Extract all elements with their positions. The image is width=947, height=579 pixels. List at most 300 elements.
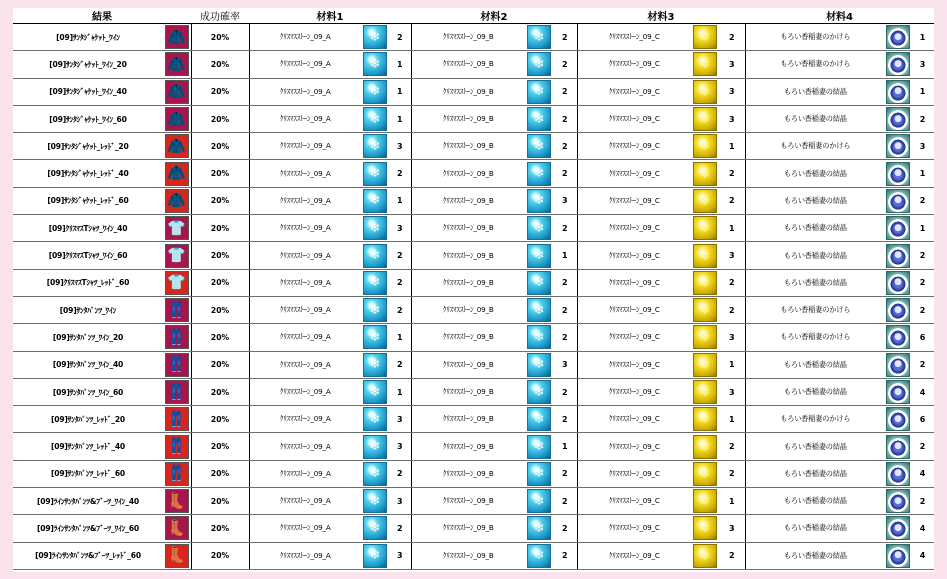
jacket-clothing-icon <box>165 25 189 49</box>
material-4-icon-cell <box>885 160 911 187</box>
material-3-icon-cell <box>691 488 719 515</box>
material-3-qty: 2 <box>719 542 745 569</box>
clothing-glyph: 🧥 <box>167 136 187 155</box>
material-4-name: もろい香稲妻の結晶 <box>745 160 885 187</box>
result-item-name: [09]ｻﾝﾀｼﾞｬｹｯﾄ_ﾜｲﾝ_40 <box>13 78 163 105</box>
snow-crystal-icon: ❄ <box>363 107 387 131</box>
material-3-name: ｸﾘｽﾏｽｽﾄｰﾝ_09_C <box>577 51 691 78</box>
material-2-name: ｸﾘｽﾏｽｽﾄｰﾝ_09_B <box>411 160 525 187</box>
material-1-qty: 1 <box>389 187 411 214</box>
success-rate: 20% <box>191 78 249 105</box>
material-1-icon-cell <box>361 105 389 132</box>
material-1-icon-cell <box>361 51 389 78</box>
table-row <box>13 78 934 105</box>
success-rate: 20% <box>191 133 249 160</box>
table-row <box>13 296 934 323</box>
material-2-icon-cell <box>525 515 553 542</box>
snow-crystal-icon: ❄ <box>527 162 551 186</box>
gold-crystal-icon: ❄ <box>693 435 717 459</box>
clothing-glyph: 👖 <box>167 355 187 374</box>
material-3-icon-cell <box>691 406 719 433</box>
material-4-name: もろい香稲妻のかけら <box>745 296 885 323</box>
snow-crystal-icon: ❄ <box>363 25 387 49</box>
material-1-name: ｸﾘｽﾏｽｽﾄｰﾝ_09_A <box>249 78 361 105</box>
material-3-icon-cell <box>691 51 719 78</box>
material-1-name: ｸﾘｽﾏｽｽﾄｰﾝ_09_A <box>249 51 361 78</box>
material-1-icon-cell <box>361 515 389 542</box>
material-2-icon-cell <box>525 324 553 351</box>
material-1-name: ｸﾘｽﾏｽｽﾄｰﾝ_09_A <box>249 269 361 296</box>
material-3-qty: 2 <box>719 269 745 296</box>
material-3-qty: 3 <box>719 78 745 105</box>
table-row <box>13 406 934 433</box>
clothing-glyph: 👖 <box>167 300 187 319</box>
material-4-name: もろい香稲妻のかけら <box>745 324 885 351</box>
material-1-qty: 2 <box>389 24 411 51</box>
material-1-name: ｸﾘｽﾏｽｽﾄｰﾝ_09_A <box>249 433 361 460</box>
material-3-name: ｸﾘｽﾏｽｽﾄｰﾝ_09_C <box>577 324 691 351</box>
material-3-qty: 2 <box>719 24 745 51</box>
table-row <box>13 242 934 269</box>
material-1-qty: 1 <box>389 78 411 105</box>
result-icon-cell <box>163 160 191 187</box>
blue-orb-icon: ● <box>886 25 910 49</box>
jacket-clothing-icon <box>165 134 189 158</box>
jacket-clothing-icon <box>165 189 189 213</box>
snow-crystal-icon: ❄ <box>363 489 387 513</box>
material-3-name: ｸﾘｽﾏｽｽﾄｰﾝ_09_C <box>577 378 691 405</box>
blue-orb-icon: ● <box>886 189 910 213</box>
pants-clothing-icon <box>165 462 189 486</box>
result-item-name: [09]ｻﾝﾀﾊﾟﾝﾂ_ﾚｯﾄﾞ_20 <box>13 406 163 433</box>
material-1-qty: 1 <box>389 105 411 132</box>
snow-crystal-icon: ❄ <box>363 325 387 349</box>
material-2-qty: 3 <box>553 351 577 378</box>
material-1-qty: 3 <box>389 215 411 242</box>
material-1-qty: 3 <box>389 406 411 433</box>
clothing-glyph: 👖 <box>167 464 187 483</box>
result-icon-cell <box>163 515 191 542</box>
material-1-qty: 3 <box>389 433 411 460</box>
material-3-name: ｸﾘｽﾏｽｽﾄｰﾝ_09_C <box>577 105 691 132</box>
pants-clothing-icon <box>165 435 189 459</box>
snow-crystal-icon: ❄ <box>527 52 551 76</box>
material-1-icon-cell <box>361 187 389 214</box>
result-icon-cell <box>163 433 191 460</box>
table-row <box>13 160 934 187</box>
result-icon-cell <box>163 133 191 160</box>
gold-crystal-icon: ❄ <box>693 25 717 49</box>
material-4-icon-cell <box>885 187 911 214</box>
jacket-clothing-icon <box>165 162 189 186</box>
table-row <box>13 324 934 351</box>
material-4-qty: 2 <box>911 269 934 296</box>
boots-clothing-icon <box>165 516 189 540</box>
snow-crystal-icon: ❄ <box>527 298 551 322</box>
material-3-name: ｸﾘｽﾏｽｽﾄｰﾝ_09_C <box>577 351 691 378</box>
success-rate: 20% <box>191 24 249 51</box>
result-item-name: [09]ｻﾝﾀｼﾞｬｹｯﾄ_ﾚｯﾄﾞ_60 <box>13 187 163 214</box>
material-3-icon-cell <box>691 378 719 405</box>
success-rate: 20% <box>191 324 249 351</box>
material-1-name: ｸﾘｽﾏｽｽﾄｰﾝ_09_A <box>249 378 361 405</box>
material-1-qty: 1 <box>389 324 411 351</box>
material-3-name: ｸﾘｽﾏｽｽﾄｰﾝ_09_C <box>577 78 691 105</box>
table-row <box>13 542 934 569</box>
result-item-name: [09]ﾗｲﾝｻﾝﾀﾊﾟﾝﾂ&ﾌﾞｰﾂ_ﾜｲﾝ_60 <box>13 515 163 542</box>
material-3-qty: 3 <box>719 105 745 132</box>
material-3-icon-cell <box>691 269 719 296</box>
snow-crystal-icon: ❄ <box>363 462 387 486</box>
boots-clothing-icon <box>165 489 189 513</box>
material-2-qty: 2 <box>553 296 577 323</box>
material-4-name: もろい香稲妻のかけら <box>745 133 885 160</box>
result-item-name: [09]ﾗｲﾝｻﾝﾀﾊﾟﾝﾂ&ﾌﾞｰﾂ_ﾜｲﾝ_40 <box>13 488 163 515</box>
gold-crystal-icon: ❄ <box>693 407 717 431</box>
material-4-icon-cell <box>885 378 911 405</box>
material-4-qty: 6 <box>911 406 934 433</box>
material-4-icon-cell <box>885 515 911 542</box>
material-1-icon-cell <box>361 351 389 378</box>
material-4-qty: 2 <box>911 105 934 132</box>
material-3-qty: 3 <box>719 242 745 269</box>
result-icon-cell <box>163 24 191 51</box>
blue-orb-icon: ● <box>886 80 910 104</box>
gold-crystal-icon: ❄ <box>693 107 717 131</box>
material-2-qty: 2 <box>553 78 577 105</box>
material-2-icon-cell <box>525 269 553 296</box>
material-3-name: ｸﾘｽﾏｽｽﾄｰﾝ_09_C <box>577 406 691 433</box>
gold-crystal-icon: ❄ <box>693 80 717 104</box>
material-2-qty: 2 <box>553 269 577 296</box>
material-2-name: ｸﾘｽﾏｽｽﾄｰﾝ_09_B <box>411 269 525 296</box>
clothing-glyph: 🧥 <box>167 191 187 210</box>
gold-crystal-icon: ❄ <box>693 189 717 213</box>
clothing-glyph: 👢 <box>167 491 187 510</box>
material-1-icon-cell <box>361 78 389 105</box>
gold-crystal-icon: ❄ <box>693 298 717 322</box>
snow-crystal-icon: ❄ <box>527 216 551 240</box>
material-2-icon-cell <box>525 378 553 405</box>
material-3-name: ｸﾘｽﾏｽｽﾄｰﾝ_09_C <box>577 460 691 487</box>
material-2-icon-cell <box>525 406 553 433</box>
material-3-icon-cell <box>691 24 719 51</box>
snow-crystal-icon: ❄ <box>527 435 551 459</box>
material-2-name: ｸﾘｽﾏｽｽﾄｰﾝ_09_B <box>411 78 525 105</box>
material-2-qty: 2 <box>553 51 577 78</box>
material-3-name: ｸﾘｽﾏｽｽﾄｰﾝ_09_C <box>577 433 691 460</box>
material-4-name: もろい香稲妻の結晶 <box>745 351 885 378</box>
shirt-clothing-icon <box>165 271 189 295</box>
material-1-icon-cell <box>361 460 389 487</box>
blue-orb-icon: ● <box>886 244 910 268</box>
material-2-icon-cell <box>525 78 553 105</box>
gold-crystal-icon: ❄ <box>693 325 717 349</box>
material-1-name: ｸﾘｽﾏｽｽﾄｰﾝ_09_A <box>249 542 361 569</box>
material-1-name: ｸﾘｽﾏｽｽﾄｰﾝ_09_A <box>249 351 361 378</box>
snow-crystal-icon: ❄ <box>363 162 387 186</box>
blue-orb-icon: ● <box>886 516 910 540</box>
table-row <box>13 460 934 487</box>
material-1-qty: 1 <box>389 51 411 78</box>
gold-crystal-icon: ❄ <box>693 162 717 186</box>
material-4-icon-cell <box>885 105 911 132</box>
success-rate: 20% <box>191 187 249 214</box>
material-2-qty: 2 <box>553 324 577 351</box>
material-4-qty: 4 <box>911 542 934 569</box>
clothing-glyph: 🧥 <box>167 82 187 101</box>
material-4-name: もろい香稲妻の結晶 <box>745 105 885 132</box>
snow-crystal-icon: ❄ <box>363 435 387 459</box>
material-1-qty: 2 <box>389 351 411 378</box>
result-icon-cell <box>163 215 191 242</box>
success-rate: 20% <box>191 488 249 515</box>
material-4-name: もろい香稲妻の結晶 <box>745 187 885 214</box>
table-row <box>13 433 934 460</box>
pants-clothing-icon <box>165 353 189 377</box>
recipe-rows <box>13 24 934 570</box>
snow-crystal-icon: ❄ <box>363 216 387 240</box>
gold-crystal-icon: ❄ <box>693 516 717 540</box>
material-2-icon-cell <box>525 542 553 569</box>
header-rate: 成功確率 <box>191 8 249 24</box>
shirt-clothing-icon <box>165 244 189 268</box>
material-2-name: ｸﾘｽﾏｽｽﾄｰﾝ_09_B <box>411 24 525 51</box>
gold-crystal-icon: ❄ <box>693 52 717 76</box>
result-item-name: [09]ｻﾝﾀｼﾞｬｹｯﾄ_ﾚｯﾄﾞ_20 <box>13 133 163 160</box>
table-row <box>13 105 934 132</box>
material-2-name: ｸﾘｽﾏｽｽﾄｰﾝ_09_B <box>411 105 525 132</box>
snow-crystal-icon: ❄ <box>527 353 551 377</box>
material-4-name: もろい香稲妻のかけら <box>745 24 885 51</box>
table-row <box>13 51 934 78</box>
material-4-name: もろい香稲妻の結晶 <box>745 269 885 296</box>
result-icon-cell <box>163 324 191 351</box>
material-2-icon-cell <box>525 242 553 269</box>
snow-crystal-icon: ❄ <box>527 544 551 568</box>
material-2-name: ｸﾘｽﾏｽｽﾄｰﾝ_09_B <box>411 51 525 78</box>
recipe-sheet <box>13 8 934 572</box>
material-1-name: ｸﾘｽﾏｽｽﾄｰﾝ_09_A <box>249 133 361 160</box>
material-3-icon-cell <box>691 187 719 214</box>
result-icon-cell <box>163 242 191 269</box>
material-4-icon-cell <box>885 242 911 269</box>
material-4-icon-cell <box>885 24 911 51</box>
material-2-qty: 2 <box>553 105 577 132</box>
material-1-icon-cell <box>361 160 389 187</box>
table-row <box>13 187 934 214</box>
snow-crystal-icon: ❄ <box>363 516 387 540</box>
pants-clothing-icon <box>165 298 189 322</box>
material-3-icon-cell <box>691 215 719 242</box>
snow-crystal-icon: ❄ <box>527 25 551 49</box>
material-4-name: もろい香稲妻のかけら <box>745 406 885 433</box>
clothing-glyph: 👕 <box>167 246 187 265</box>
material-4-qty: 4 <box>911 460 934 487</box>
result-item-name: [09]ｻﾝﾀﾊﾟﾝﾂ_ﾜｲﾝ_60 <box>13 378 163 405</box>
material-1-icon-cell <box>361 133 389 160</box>
clothing-glyph: 👖 <box>167 327 187 346</box>
success-rate: 20% <box>191 242 249 269</box>
blue-orb-icon: ● <box>886 489 910 513</box>
material-3-qty: 2 <box>719 160 745 187</box>
material-2-qty: 1 <box>553 242 577 269</box>
header-material-4: 材料4 <box>745 8 934 24</box>
boots-clothing-icon <box>165 544 189 568</box>
snow-crystal-icon: ❄ <box>527 107 551 131</box>
material-1-qty: 3 <box>389 133 411 160</box>
success-rate: 20% <box>191 378 249 405</box>
material-4-qty: 2 <box>911 296 934 323</box>
gold-crystal-icon: ❄ <box>693 216 717 240</box>
clothing-glyph: 👢 <box>167 518 187 537</box>
header-row <box>13 8 934 24</box>
material-1-icon-cell <box>361 433 389 460</box>
result-item-name: [09]ﾗｲﾝｻﾝﾀﾊﾟﾝﾂ&ﾌﾞｰﾂ_ﾚｯﾄﾞ_60 <box>13 542 163 569</box>
snow-crystal-icon: ❄ <box>527 244 551 268</box>
material-2-icon-cell <box>525 51 553 78</box>
pants-clothing-icon <box>165 380 189 404</box>
material-2-icon-cell <box>525 24 553 51</box>
result-item-name: [09]ｻﾝﾀｼﾞｬｹｯﾄ_ﾜｲﾝ <box>13 24 163 51</box>
material-2-icon-cell <box>525 133 553 160</box>
table-row <box>13 488 934 515</box>
snow-crystal-icon: ❄ <box>527 489 551 513</box>
material-2-icon-cell <box>525 187 553 214</box>
success-rate: 20% <box>191 351 249 378</box>
material-2-qty: 2 <box>553 133 577 160</box>
material-2-qty: 2 <box>553 488 577 515</box>
material-4-qty: 3 <box>911 51 934 78</box>
material-2-name: ｸﾘｽﾏｽｽﾄｰﾝ_09_B <box>411 242 525 269</box>
result-icon-cell <box>163 351 191 378</box>
material-2-qty: 2 <box>553 406 577 433</box>
material-3-name: ｸﾘｽﾏｽｽﾄｰﾝ_09_C <box>577 515 691 542</box>
material-4-icon-cell <box>885 133 911 160</box>
snow-crystal-icon: ❄ <box>363 380 387 404</box>
material-1-icon-cell <box>361 488 389 515</box>
material-2-icon-cell <box>525 433 553 460</box>
material-3-icon-cell <box>691 324 719 351</box>
material-3-qty: 3 <box>719 378 745 405</box>
material-4-qty: 1 <box>911 160 934 187</box>
shirt-clothing-icon <box>165 216 189 240</box>
gold-crystal-icon: ❄ <box>693 353 717 377</box>
material-4-name: もろい香稲妻のかけら <box>745 51 885 78</box>
material-3-icon-cell <box>691 460 719 487</box>
material-4-icon-cell <box>885 296 911 323</box>
material-4-qty: 4 <box>911 515 934 542</box>
material-1-icon-cell <box>361 378 389 405</box>
material-3-icon-cell <box>691 160 719 187</box>
material-1-name: ｸﾘｽﾏｽｽﾄｰﾝ_09_A <box>249 515 361 542</box>
snow-crystal-icon: ❄ <box>527 407 551 431</box>
material-2-name: ｸﾘｽﾏｽｽﾄｰﾝ_09_B <box>411 187 525 214</box>
header-material-3: 材料3 <box>577 8 745 24</box>
material-2-icon-cell <box>525 488 553 515</box>
material-2-qty: 2 <box>553 24 577 51</box>
blue-orb-icon: ● <box>886 353 910 377</box>
material-4-name: もろい香稲妻の結晶 <box>745 488 885 515</box>
material-4-icon-cell <box>885 215 911 242</box>
material-4-icon-cell <box>885 488 911 515</box>
result-icon-cell <box>163 78 191 105</box>
blue-orb-icon: ● <box>886 134 910 158</box>
header-result: 結果 <box>13 8 191 24</box>
material-4-qty: 3 <box>911 133 934 160</box>
material-1-name: ｸﾘｽﾏｽｽﾄｰﾝ_09_A <box>249 215 361 242</box>
material-1-icon-cell <box>361 24 389 51</box>
material-3-qty: 2 <box>719 187 745 214</box>
success-rate: 20% <box>191 269 249 296</box>
table-row <box>13 215 934 242</box>
success-rate: 20% <box>191 51 249 78</box>
material-1-icon-cell <box>361 324 389 351</box>
material-2-name: ｸﾘｽﾏｽｽﾄｰﾝ_09_B <box>411 542 525 569</box>
material-4-qty: 6 <box>911 324 934 351</box>
material-2-name: ｸﾘｽﾏｽｽﾄｰﾝ_09_B <box>411 406 525 433</box>
table-row <box>13 24 934 51</box>
material-2-name: ｸﾘｽﾏｽｽﾄｰﾝ_09_B <box>411 460 525 487</box>
material-3-icon-cell <box>691 515 719 542</box>
material-2-name: ｸﾘｽﾏｽｽﾄｰﾝ_09_B <box>411 378 525 405</box>
clothing-glyph: 👕 <box>167 218 187 237</box>
material-2-name: ｸﾘｽﾏｽｽﾄｰﾝ_09_B <box>411 133 525 160</box>
material-4-icon-cell <box>885 78 911 105</box>
clothing-glyph: 🧥 <box>167 54 187 73</box>
material-3-icon-cell <box>691 242 719 269</box>
material-3-name: ｸﾘｽﾏｽｽﾄｰﾝ_09_C <box>577 24 691 51</box>
gold-crystal-icon: ❄ <box>693 244 717 268</box>
material-1-qty: 1 <box>389 378 411 405</box>
snow-crystal-icon: ❄ <box>363 80 387 104</box>
material-3-icon-cell <box>691 133 719 160</box>
snow-crystal-icon: ❄ <box>527 325 551 349</box>
result-icon-cell <box>163 488 191 515</box>
result-icon-cell <box>163 187 191 214</box>
material-1-name: ｸﾘｽﾏｽｽﾄｰﾝ_09_A <box>249 324 361 351</box>
result-item-name: [09]ｻﾝﾀｼﾞｬｹｯﾄ_ﾜｲﾝ_60 <box>13 105 163 132</box>
snow-crystal-icon: ❄ <box>527 134 551 158</box>
snow-crystal-icon: ❄ <box>363 134 387 158</box>
material-3-qty: 1 <box>719 488 745 515</box>
material-1-icon-cell <box>361 542 389 569</box>
material-1-name: ｸﾘｽﾏｽｽﾄｰﾝ_09_A <box>249 488 361 515</box>
material-4-icon-cell <box>885 542 911 569</box>
material-2-name: ｸﾘｽﾏｽｽﾄｰﾝ_09_B <box>411 215 525 242</box>
material-1-qty: 2 <box>389 242 411 269</box>
blue-orb-icon: ● <box>886 462 910 486</box>
result-item-name: [09]ｻﾝﾀﾊﾟﾝﾂ_ﾚｯﾄﾞ_60 <box>13 460 163 487</box>
result-item-name: [09]ｸﾘｽﾏｽTｼｬﾂ_ﾜｲﾝ_60 <box>13 242 163 269</box>
material-4-name: もろい香稲妻の結晶 <box>745 242 885 269</box>
material-2-name: ｸﾘｽﾏｽｽﾄｰﾝ_09_B <box>411 488 525 515</box>
material-4-name: もろい香稲妻の結晶 <box>745 515 885 542</box>
material-1-icon-cell <box>361 242 389 269</box>
material-1-name: ｸﾘｽﾏｽｽﾄｰﾝ_09_A <box>249 296 361 323</box>
material-2-icon-cell <box>525 105 553 132</box>
snow-crystal-icon: ❄ <box>527 380 551 404</box>
material-4-name: もろい香稲妻の結晶 <box>745 542 885 569</box>
result-icon-cell <box>163 296 191 323</box>
table-row <box>13 351 934 378</box>
blue-orb-icon: ● <box>886 162 910 186</box>
material-3-icon-cell <box>691 296 719 323</box>
material-2-qty: 3 <box>553 187 577 214</box>
material-1-name: ｸﾘｽﾏｽｽﾄｰﾝ_09_A <box>249 24 361 51</box>
clothing-glyph: 👕 <box>167 273 187 292</box>
material-4-qty: 1 <box>911 215 934 242</box>
